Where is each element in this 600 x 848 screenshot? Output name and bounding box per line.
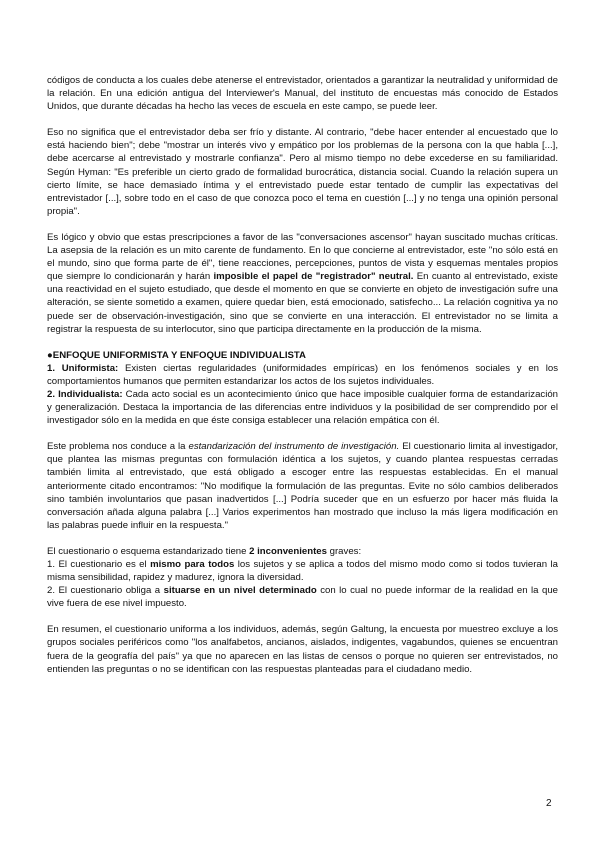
standardization-text-end: El cuestionario limita al investigador, que plantea las mismas preguntas con formulación idéntica a los sujetos, y cuando plantea respuestas cerradas también limita al entrevistado, que está obligado a escoger entre las respuestas establecidas. En el manual anteriormente citado encontramos: "No modifique la formulación de las preguntas. Evite no sólo cambios deliberados sino también involuntarios que pasan inadvertidos [...] Podría suceder que en un esfuerzo por hacer más fluida la conversación añada alguna palabra [...] Varios experimentos han mostrado que incluso la más ligera modificación en las palabras puede influir en la respuesta." <box>47 441 558 531</box>
criticisms-text-end: En cuanto al entrevistado, existe una reactividad en el sujeto estudiado, que desde el momento en que se convierte en objeto de investigación sufre una alteración, se siente sometido a examen, quiere quedar bien, está emocionado, satisfecho... La relación cognitiva ya no puede ser de observación-investigación, sino que se convierte en una interacción. El entrevistador no se limita a registrar la respuesta de su interlocutor, sino que participa directamente en la producción de la misma. <box>47 271 558 335</box>
paragraph-summary: En resumen, el cuestionario uniforma a los individuos, además, según Galtung, la encuesta por muestreo excluye a los grupos sociales periféricos como "los analfabetos, ancianos, aislados, indigentes, vagabundos, quienes se encuentran fuera de la geografía del país" ya que no aparecen en las listas de censos o porque no quieren ser entrevistados, no entienden las preguntas o no se identifican con las respuestas planteadas para el ciudadano medio. <box>47 624 558 675</box>
criticisms-text-start: Es lógico y obvio que estas prescripciones a favor de las "conversaciones ascensor" hayan suscitado muchas críticas. La asepsia de la relación es un mito carente de fundamento. En lo que concierne al entrevistador, este "no sólo está en el mundo, sino que forma parte de él", tiene reacciones, percepciones, puntos de vista y esquemas mentales propios que siempre lo condicionarán y harán <box>47 231 558 283</box>
inconvenients-intro <box>47 545 558 558</box>
item1-text-end: los sujetos y se aplica a todos del mismo modo como si todos tuvieran la misma sensibilidad, rapidez y madurez, ignora la diversidad. <box>47 559 558 584</box>
approach-text: Cada acto social es un acontecimiento único que hace imposible cualquier forma de estandarización y generalización. Destaca la importancia de las diferencias entre individuos y la posibilidad de ser comprendido por el investigador sólo en la medida en que éste consiga establecer una relación empática con él. <box>47 388 559 427</box>
paragraph-standardization <box>47 440 558 532</box>
item2-text: 2. El cuestionario obliga a <box>47 585 164 597</box>
paragraph-criticisms <box>47 231 558 336</box>
item2-text-end: con lo cual no puede informar de la realidad en la que vive fuera de ese nivel impuesto. <box>47 585 559 610</box>
item1-bold: mismo para todos <box>150 559 235 570</box>
page-content <box>47 74 558 676</box>
intro-text-end: graves: <box>326 545 362 557</box>
standardization-text-start: Este problema nos conduce a la <box>47 441 189 453</box>
paragraph-interviewer-attitude: Eso no significa que el entrevistador deba ser frío y distante. Al contrario, "debe hacer entender al encuestado que lo está haciendo bien"; debe "mostrar un interés vivo y empático por los problemas de la persona con la que habla [...], debe acercarse al entrevistado y mostrarle confianza". Pero al mismo tiempo no debe excederse en su familiaridad. Según Hyman: "Es preferible un cierto grado de formalidad burocrática, distancia social. Cuando la relación supera un cierto límite, se hace demasiado íntima y el entrevistado puede estar tentado de cumplir las expectativas del entrevistador [...], sobre todo en el caso de que conozca poco el tema en cuestión [...] y no tenga una opinión personal propia". <box>47 127 558 217</box>
inconvenient-item-1 <box>47 558 558 584</box>
standardization-italic-phrase: estandarización del instrumento de investigación. <box>188 441 400 453</box>
paragraph-spacer <box>47 427 558 440</box>
approach-label: 2. Individualista: <box>47 388 123 400</box>
approach-item-uniformist <box>47 362 558 388</box>
section-heading: ●ENFOQUE UNIFORMISTA Y ENFOQUE INDIVIDUALISTA <box>47 349 306 361</box>
paragraph-spacer <box>47 218 558 231</box>
paragraph-conduct-codes: códigos de conducta a los cuales debe atenerse el entrevistador, orientados a garantizar la neutralidad y uniformidad de la relación. En una edición antigua del Interviewer's Manual, del instituto de encuestas más conocido de Estados Unidos, que durante décadas ha hecho las veces de escuela en este campo, se puede leer. <box>47 75 558 113</box>
inconvenient-item-2 <box>47 584 558 610</box>
paragraph-spacer <box>47 610 558 623</box>
item2-bold: situarse en un nivel determinado <box>163 585 317 597</box>
intro-bold: 2 inconvenientes <box>249 545 327 557</box>
page-number: 2 <box>546 798 552 809</box>
approach-item-individualist <box>47 388 558 427</box>
paragraph-spacer <box>47 113 558 126</box>
paragraph-spacer <box>47 336 558 349</box>
criticisms-bold-phrase: imposible el papel de "registrador" neutral. <box>213 271 414 283</box>
approach-text: Existen ciertas regularidades (uniformidades empíricas) en los fenómenos sociales y en los comportamientos humanos que permiten estandarizar los actos de los sujetos individuales. <box>47 362 558 387</box>
approach-label: 1. Uniformista: <box>47 362 119 374</box>
paragraph-spacer <box>47 532 558 545</box>
item1-text: 1. El cuestionario es el <box>47 559 151 570</box>
intro-text: El cuestionario o esquema estandarizado tiene <box>47 545 250 557</box>
